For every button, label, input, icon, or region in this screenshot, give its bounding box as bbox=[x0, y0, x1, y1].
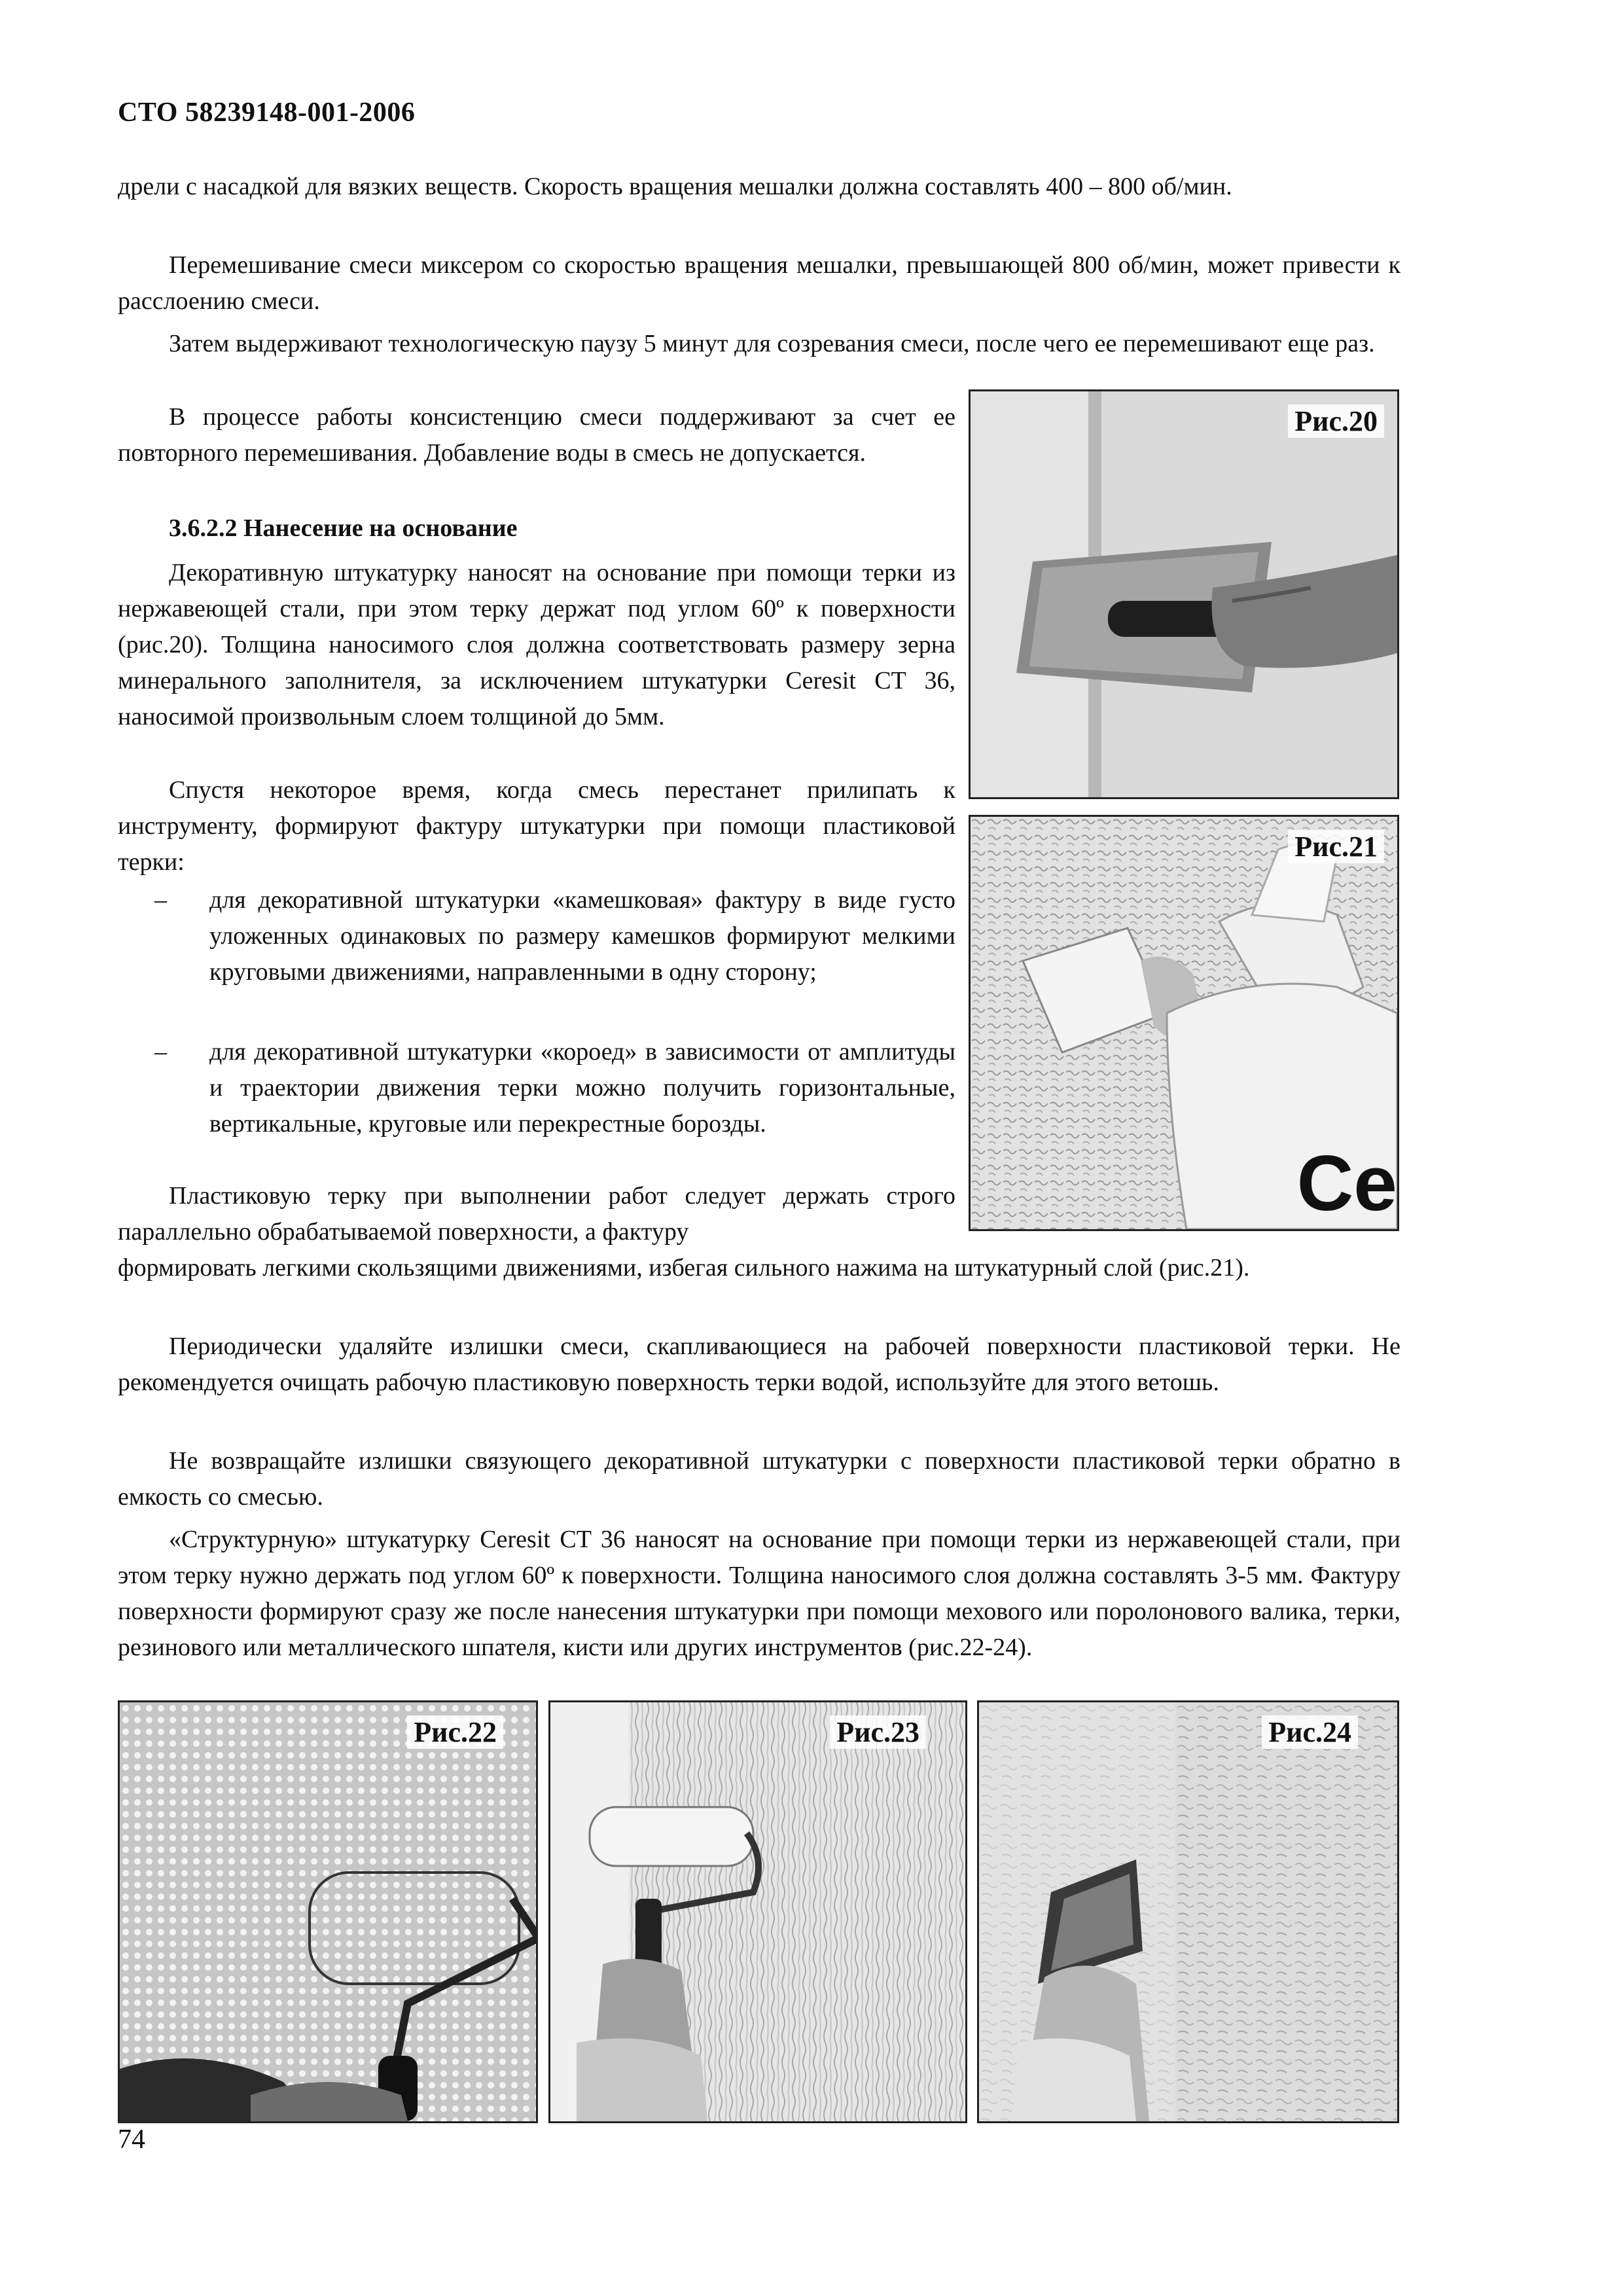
list-item-text: для декоративной штукатурки «камешковая» фактуру в виде густо уложенных одинаковых по размеру камешков формируют мелкими круговыми движениями, направленными в одну сторону; bbox=[209, 886, 955, 986]
list-dash: – bbox=[154, 1038, 167, 1066]
ceresit-logo: Ce bbox=[1296, 1139, 1397, 1227]
section-heading: 3.6.2.2 Нанесение на основание bbox=[169, 514, 518, 542]
page-header: СТО 58239148-001-2006 bbox=[118, 98, 416, 128]
figure-21-image bbox=[969, 815, 1399, 1231]
figure-22-image bbox=[118, 1700, 538, 2123]
list-dash: – bbox=[154, 886, 167, 914]
paragraph-pause: Затем выдерживают технологическую паузу 5 минут для созревания смеси, после чего ее перемешивают еще раз. bbox=[169, 330, 1375, 357]
paragraph-drill: дрели с насадкой для вязких веществ. Скорость вращения мешалки должна составлять 400 – 800 об/мин. bbox=[118, 173, 1232, 200]
paragraph-application: Декоративную штукатурку наносят на основание при помощи терки из нержавеющей стали, при этом терку держат под углом 60º к поверхности (рис.20). Толщина наносимого слоя должна соответствовать размеру зерна минерального заполнителя, за исключением штукатурки Ceresit CT 36, наносимой произвольным слоем толщиной до 5мм. bbox=[118, 559, 955, 730]
paragraph-plastic-float: Пластиковую терку при выполнении работ следует держать строго параллельно обрабатываемой поверхности, а фактуру bbox=[118, 1182, 955, 1246]
figure-24-image bbox=[977, 1700, 1399, 2123]
paragraph-plastic-float-cont: формировать легкими скользящими движениями, избегая сильного нажима на штукатурный слой (рис.21). bbox=[118, 1254, 1250, 1282]
figure-22-caption: Рис.22 bbox=[407, 1715, 503, 1749]
list-item bbox=[118, 882, 955, 990]
figure-23-image bbox=[548, 1700, 967, 2123]
figure-20-image bbox=[969, 389, 1399, 799]
paragraph-structural: «Структурную» штукатурку Ceresit CT 36 наносят на основание при помощи терки из нержавеющей стали, при этом терку нужно держать под углом 60º к поверхности. Толщина наносимого слоя должна составлять 3-5 мм. Фактуру поверхности формируют сразу же после нанесения штукатурки при помощи мехового или поролонового валика, терки, резинового или металлического шпателя, кисти или других инструментов (рис.22-24). bbox=[118, 1526, 1400, 1661]
figure-21-caption: Рис.21 bbox=[1288, 830, 1384, 863]
figure-20-caption: Рис.20 bbox=[1288, 404, 1384, 438]
paragraph-consistency: В процессе работы консистенцию смеси поддерживают за счет ее повторного перемешивания. Добавление воды в смесь не допускается. bbox=[118, 403, 955, 467]
figure-23-caption: Рис.23 bbox=[830, 1715, 926, 1749]
page-number: 74 bbox=[118, 2125, 145, 2155]
figure-24-caption: Рис.24 bbox=[1262, 1715, 1358, 1749]
paragraph-texture: Спустя некоторое время, когда смесь перестанет прилипать к инструменту, формируют фактуру штукатурки при помощи пластиковой терки: bbox=[118, 776, 955, 876]
list-item bbox=[118, 1034, 955, 1142]
list-item-text: для декоративной штукатурки «короед» в зависимости от амплитуды и траектории движения терки можно получить горизонтальные, вертикальные, круговые или перекрестные борозды. bbox=[209, 1038, 955, 1138]
paragraph-do-not-return: Не возвращайте излишки связующего декоративной штукатурки с поверхности пластиковой терки обратно в емкость со смесью. bbox=[118, 1447, 1400, 1511]
paragraph-mixer-speed: Перемешивание смеси миксером со скоростью вращения мешалки, превышающей 800 об/мин, может привести к расслоению смеси. bbox=[118, 251, 1400, 315]
paragraph-excess: Периодически удаляйте излишки смеси, скапливающиеся на рабочей поверхности пластиковой терки. Не рекомендуется очищать рабочую пластиковую поверхность терки водой, используйте для этого ветошь. bbox=[118, 1333, 1400, 1396]
